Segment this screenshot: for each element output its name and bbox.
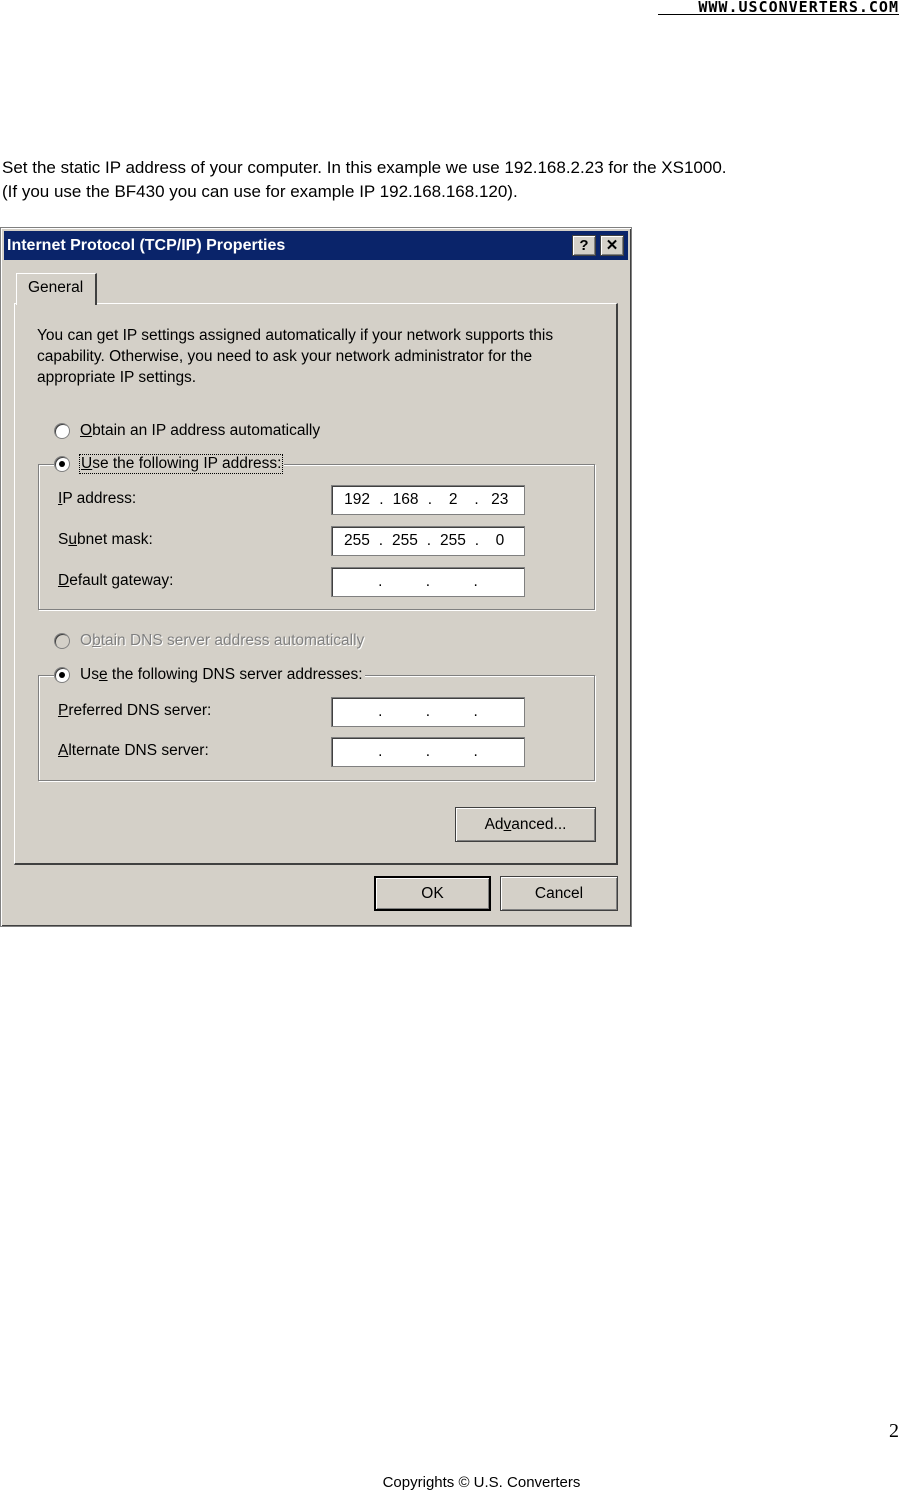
- intro-text: [2, 156, 727, 204]
- tab-general[interactable]: General: [16, 273, 97, 305]
- preferred-dns-label: [58, 702, 211, 720]
- default-gateway-label: [58, 572, 173, 590]
- alternate-dns-label: [58, 742, 209, 760]
- radio-obtain-ip-auto[interactable]: [54, 421, 322, 441]
- description-text: You can get IP settings assigned automatically if your network supports this capability. Otherwise, you need to ask your network administrator for the appropriate IP settings.: [37, 327, 554, 386]
- octet-separator: .: [427, 491, 432, 508]
- dialog-title: Internet Protocol (TCP/IP) Properties: [7, 237, 286, 254]
- octet-separator: .: [473, 743, 478, 760]
- accel-key: A: [58, 742, 69, 759]
- accel-key: b: [92, 632, 101, 649]
- footer-copyright: Copyrights © U.S. Converters: [382, 1474, 581, 1491]
- radio-label: O: [80, 632, 93, 649]
- octet-separator: .: [474, 491, 479, 508]
- octet-separator: .: [425, 573, 431, 590]
- tcpip-properties-dialog: [0, 227, 632, 927]
- octet-separator: .: [473, 573, 478, 590]
- octet-separator: .: [378, 573, 383, 590]
- close-button[interactable]: [600, 235, 624, 256]
- intro-line-2: (If you use the BF430 you can use for example IP 192.168.168.120).: [2, 182, 518, 201]
- intro-line-1: Set the static IP address of your computer. In this example we use 192.168.2.23 for the XS1000.: [2, 158, 727, 177]
- label-text: efault gateway:: [69, 572, 174, 589]
- octet-separator: .: [474, 532, 480, 549]
- default-gateway-input[interactable]: [331, 567, 525, 597]
- label-text: S: [58, 531, 69, 548]
- alternate-dns-input[interactable]: [331, 737, 525, 767]
- octet-separator: .: [378, 743, 383, 760]
- ip-address-label: [58, 490, 136, 508]
- help-icon: ?: [579, 237, 589, 254]
- octet-separator: .: [426, 532, 432, 549]
- accel-key: O: [80, 422, 93, 439]
- radio-label: tain DNS server address automatically: [100, 632, 365, 649]
- radio-label: se the following IP address:: [92, 455, 282, 472]
- label-text: P address:: [62, 490, 137, 507]
- radio-use-following-ip[interactable]: [54, 454, 284, 474]
- accel-key: I: [58, 490, 63, 507]
- radio-obtain-dns-auto[interactable]: [54, 631, 366, 651]
- octet: 2: [448, 491, 458, 508]
- page-number: 2: [889, 1420, 899, 1442]
- radio-disabled-icon: [54, 633, 70, 649]
- accel-key: e: [98, 666, 108, 683]
- accel-key: U: [81, 455, 93, 472]
- preferred-dns-input[interactable]: [331, 697, 525, 727]
- octet: 192: [344, 491, 371, 508]
- radio-label: btain an IP address automatically: [92, 422, 321, 439]
- ip-address-input[interactable]: [331, 485, 525, 515]
- octet-separator: .: [425, 743, 431, 760]
- accel-key: v: [503, 816, 512, 833]
- accel-key: P: [58, 702, 69, 719]
- label-text: bnet mask:: [76, 531, 153, 548]
- button-label: Ad: [484, 816, 504, 833]
- octet-separator: .: [425, 703, 431, 720]
- octet-separator: .: [378, 532, 384, 549]
- radio-label: Us: [80, 666, 99, 683]
- ok-button[interactable]: OK: [374, 876, 491, 911]
- accel-key: u: [68, 531, 77, 548]
- advanced-button[interactable]: [455, 807, 596, 842]
- octet-separator: .: [473, 703, 478, 720]
- octet: 168: [392, 491, 419, 508]
- octet: 23: [491, 491, 509, 508]
- cancel-button[interactable]: Cancel: [500, 876, 618, 911]
- label-text: lternate DNS server:: [68, 742, 209, 759]
- help-button[interactable]: [572, 235, 596, 256]
- octet-separator: .: [378, 703, 383, 720]
- radio-selected-icon: [54, 456, 70, 472]
- close-icon: ✕: [605, 237, 619, 254]
- button-label: anced...: [511, 816, 567, 833]
- octet: 255: [344, 532, 370, 549]
- radio-use-following-dns[interactable]: [54, 665, 365, 685]
- radio-label: the following DNS server addresses:: [107, 666, 363, 683]
- subnet-mask-input[interactable]: [331, 526, 525, 556]
- octet-separator: .: [379, 491, 384, 508]
- subnet-mask-label: [58, 531, 153, 549]
- radio-selected-icon: [54, 667, 70, 683]
- octet: 255: [391, 532, 418, 549]
- octet: 255: [439, 532, 466, 549]
- accel-key: D: [58, 572, 70, 589]
- octet: 0: [495, 532, 505, 549]
- label-text: referred DNS server:: [68, 702, 212, 719]
- radio-circle-icon: [54, 423, 70, 439]
- dialog-titlebar: [4, 231, 628, 260]
- site-url: WWW.USCONVERTERS.COM: [658, 0, 899, 15]
